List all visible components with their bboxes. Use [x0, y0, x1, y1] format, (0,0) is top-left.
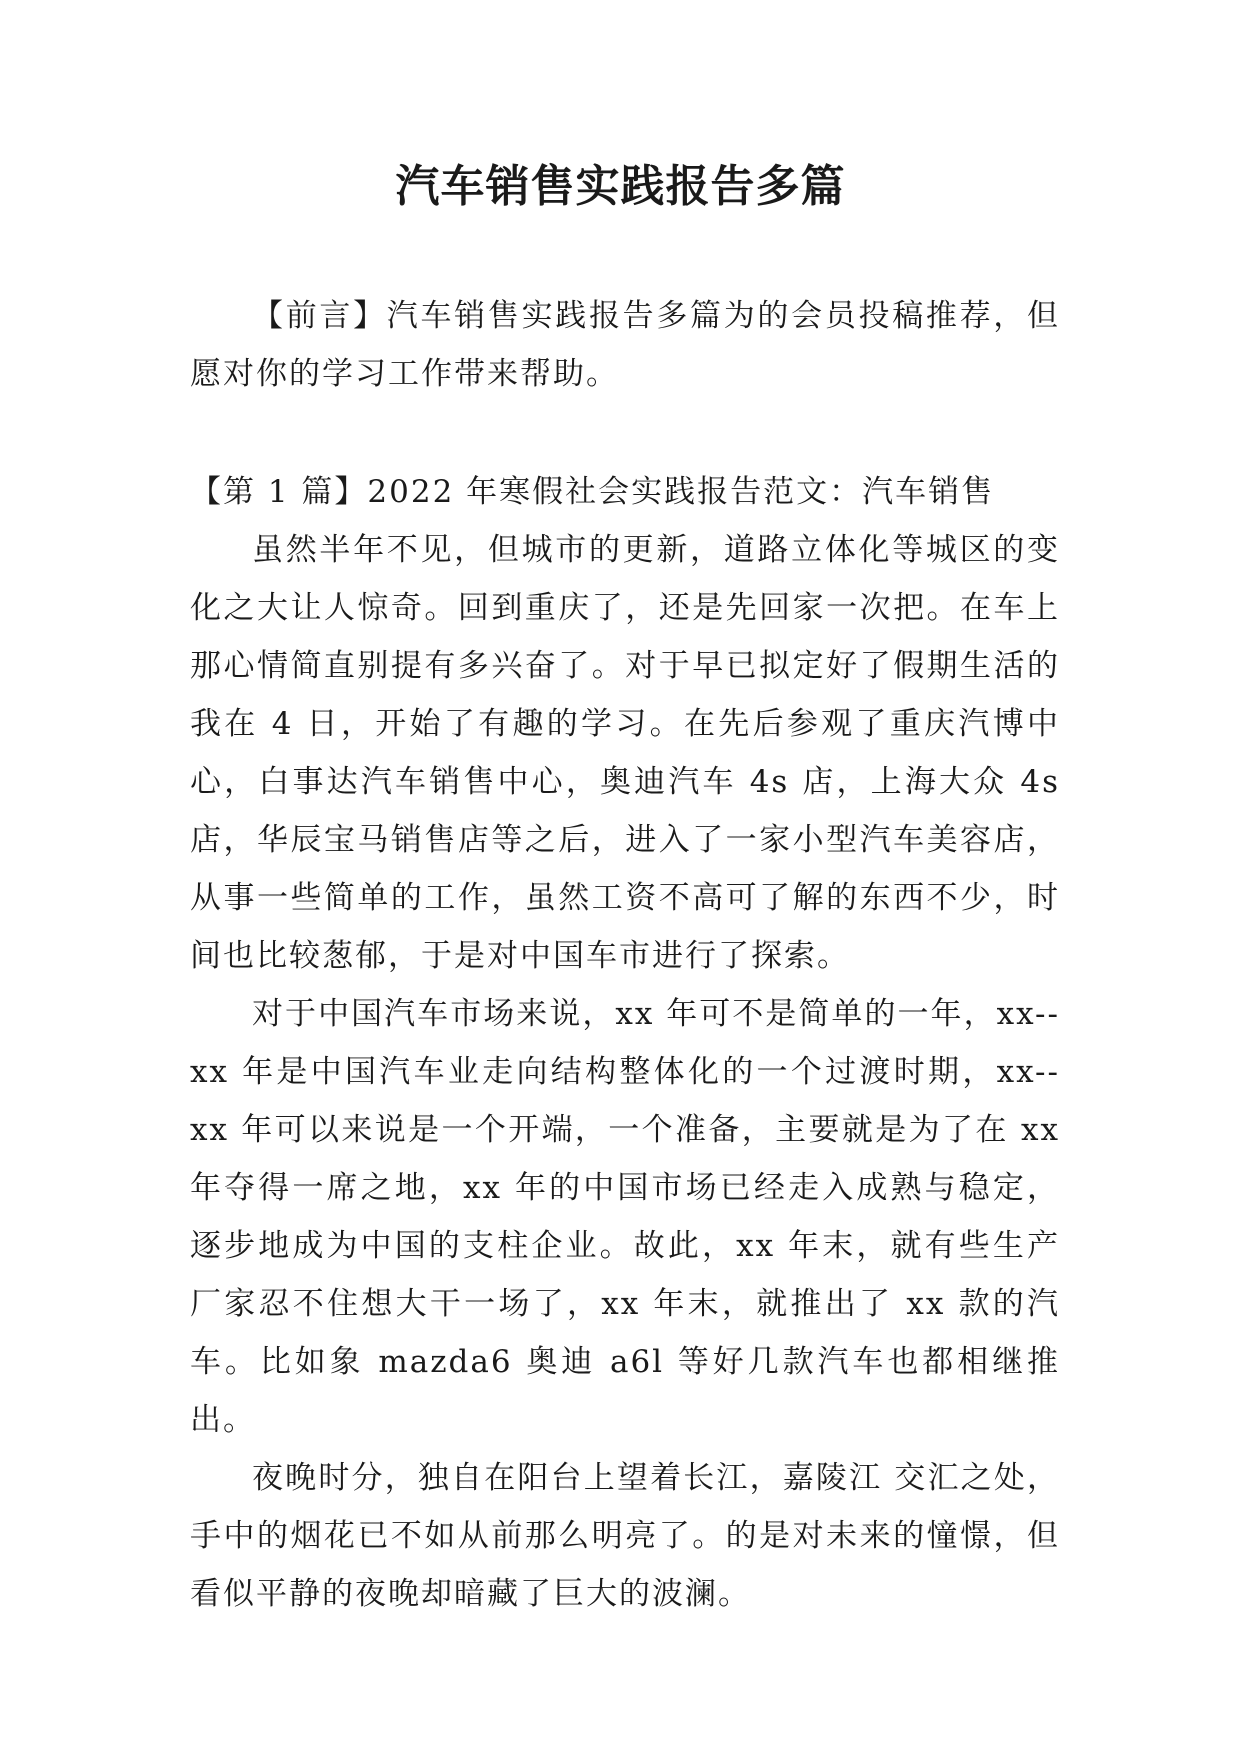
article-block — [190, 463, 1060, 1623]
document-title: 汽车销售实践报告多篇 — [395, 161, 846, 212]
preface-block — [190, 287, 1060, 403]
preface-paragraph: 【前言】汽车销售实践报告多篇为的会员投稿推荐，但愿对你的学习工作带来帮助。 — [190, 298, 1060, 392]
body-paragraph: 虽然半年不见，但城市的更新，道路立体化等城区的变化之大让人惊奇。回到重庆了，还是先回家一次把。在车上那心情简直别提有多兴奋了。对于早已拟定好了假期生活的我在 4 日，开始了有趣的学习。在先后参观了重庆汽博中心，白事达汽车销售中心，奥迪汽车 4s 店，上海大众 4s 店，华辰宝马销售店等之后，进入了一家小型汽车美容店，从事一些简单的工作，虽然工资不高可了解的东西不少，时间也比较葱郁，于是对中国车市进行了探索。 — [190, 532, 1060, 974]
body-paragraph: 对于中国汽车市场来说，xx 年可不是简单的一年，xx--xx 年是中国汽车业走向结构整体化的一个过渡时期，xx--xx 年可以来说是一个开端，一个准备，主要就是为了在 xx 年夺得一席之地，xx 年的中国市场已经走入成熟与稳定，逐步地成为中国的支柱企业。故此，xx 年末，就有些生产厂家忍不住想大干一场了，xx 年末，就推出了 xx 款的汽车。比如象 mazda6 奥迪 a6l 等好几款汽车也都相继推出。 — [190, 996, 1060, 1438]
article-heading: 【第 1 篇】2022 年寒假社会实践报告范文：汽车销售 — [190, 474, 995, 510]
body-paragraph: 夜晚时分，独自在阳台上望着长江，嘉陵江 交汇之处，手中的烟花已不如从前那么明亮了。的是对未来的憧憬，但看似平静的夜晚却暗藏了巨大的波澜。 — [190, 1460, 1060, 1612]
